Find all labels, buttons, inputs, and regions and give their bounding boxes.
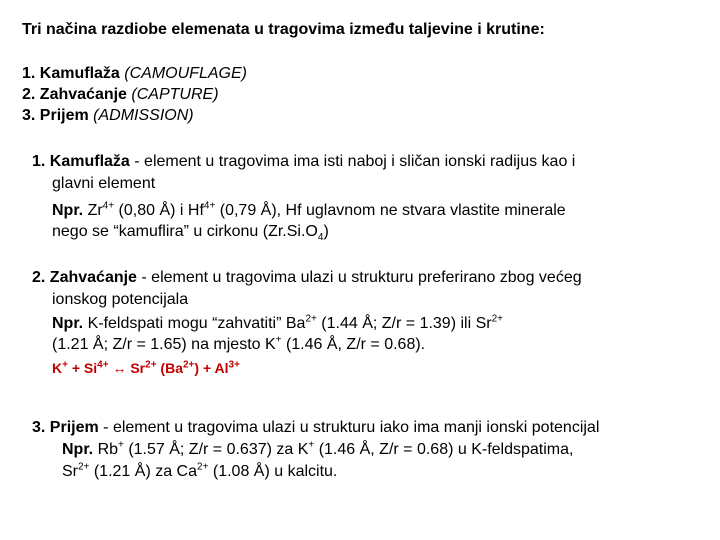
section-3-heading-line	[32, 418, 599, 438]
section-1-example-cont: nego se “kamuflira” u cirkonu $(Zr.Si.O_4)$	[52, 223, 329, 244]
section-2-example-line: Npr. K-feldspati mogu “zahvatiti” $Ba^{2+}$ (1.44 Å; Z/r = 1.39) ili $Sr^{2+}$	[52, 313, 503, 332]
section-2-example-cont: (1.21 Å; Z/r = 1.65) na mjesto K+ (1.46 Å, Z/r = 0.68).	[52, 334, 426, 353]
section-number: 3.	[32, 419, 46, 436]
list-item	[22, 106, 194, 126]
list-term-english: (CAMOUFLAGE)	[124, 65, 247, 82]
list-number: 3.	[22, 107, 36, 124]
list-item	[22, 85, 219, 105]
list-term-english: (ADMISSION)	[93, 107, 194, 124]
example-label: Npr.	[62, 441, 94, 458]
list-term: Kamuflaža	[39, 65, 120, 82]
section-3-example-line: Npr. Rb+ (1.57 Å; Z/r = 0.637) za K+ (1.46 Å, Z/r = 0.68) u K-feldspatima,	[62, 439, 574, 458]
list-number: 2.	[22, 86, 36, 103]
section-2-heading-line	[32, 268, 582, 288]
substitution-equation: $K^+ + Si^{4+}$ ↔ $Sr^{2+}$ $(Ba^{2+}) + Al^{3+}$	[52, 359, 240, 376]
section-number: 2.	[32, 269, 46, 286]
section-definition: - element u tragovima ulazi u strukturu preferirano zbog većeg	[136, 269, 582, 286]
section-2-definition-cont: ionskog potencijala	[52, 291, 189, 308]
section-number: 1.	[32, 153, 46, 170]
list-item	[22, 64, 247, 84]
example-label: Npr.	[52, 202, 84, 219]
example-label: Npr.	[52, 315, 84, 332]
page-title: Tri načina razdiobe elemenata u tragovima između taljevine i krutine:	[22, 21, 545, 38]
double-arrow-icon: ↔	[108, 360, 131, 376]
section-term: Kamuflaža	[49, 153, 130, 170]
list-term: Prijem	[39, 107, 89, 124]
section-definition: - element u tragovima ulazi u strukturu iako ima manji ionski potencijal	[98, 419, 600, 436]
section-1-definition-cont: glavni element	[52, 175, 156, 192]
section-1-example-line: Npr. $Zr^{4+}$ (0,80 Å) i $Hf^{4+}$ (0,79 Å), Hf uglavnom ne stvara vlastite minerale	[52, 200, 566, 219]
section-term: Zahvaćanje	[49, 269, 137, 286]
list-term: Zahvaćanje	[39, 86, 127, 103]
section-1-heading-line	[32, 152, 575, 172]
section-term: Prijem	[49, 419, 99, 436]
section-3-example-cont: $Sr^{2+}$ (1.21 Å) za $Ca^{2+}$ (1.08 Å) u kalcitu.	[62, 461, 338, 480]
section-definition: - element u tragovima ima isti naboj i sličan ionski radijus kao i	[129, 153, 576, 170]
list-number: 1.	[22, 65, 36, 82]
list-term-english: (CAPTURE)	[131, 86, 219, 103]
